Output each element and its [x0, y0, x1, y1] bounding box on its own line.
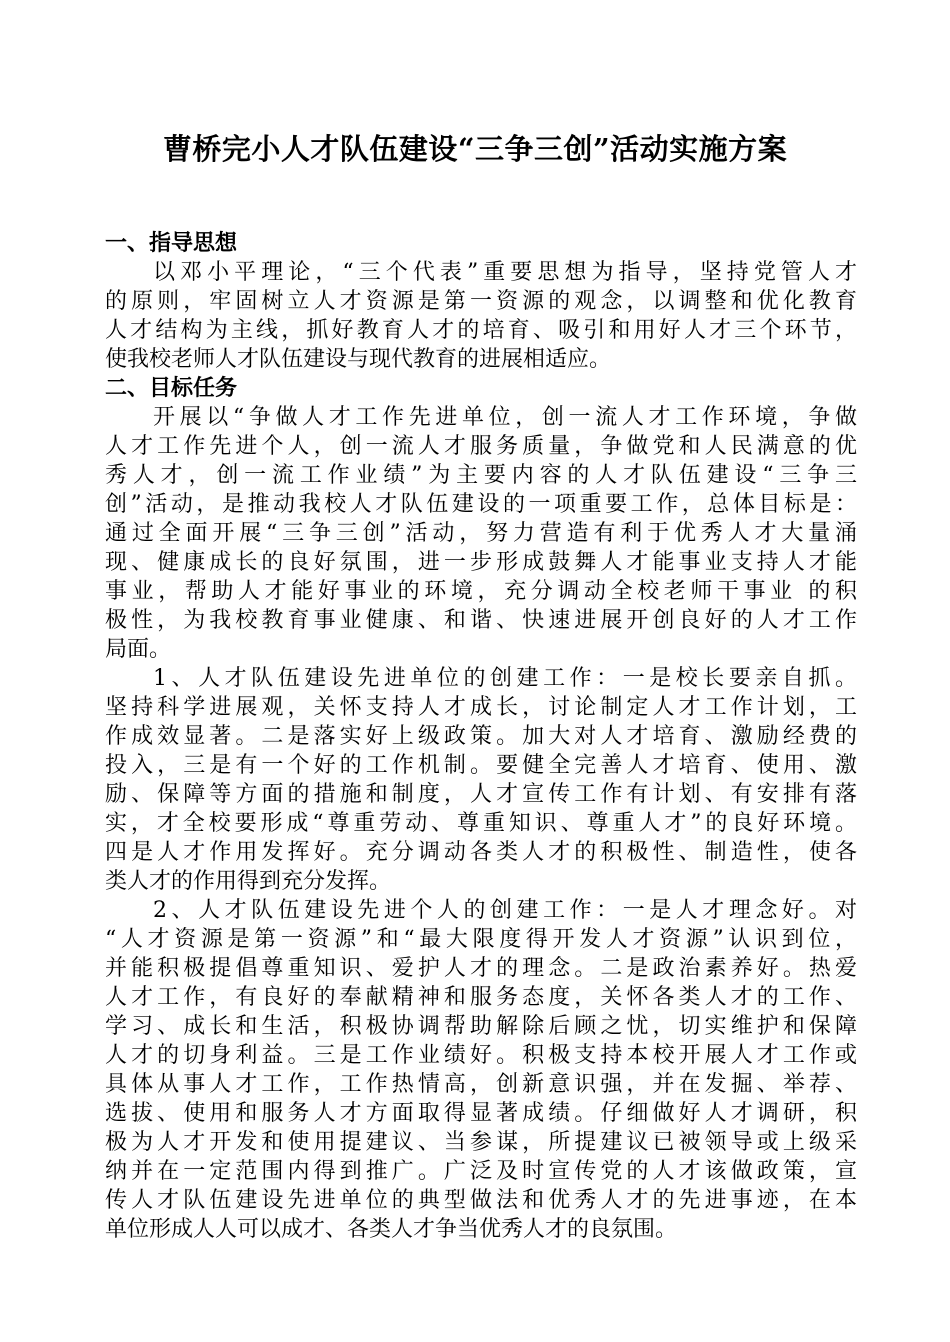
text-line: 的原则，牢固树立人才资源是第一资源的观念，以调整和优化教育 — [105, 289, 857, 314]
text-line: 实，才全校要形成“尊重劳动、尊重知识、尊重人才”的良好环境。 — [105, 811, 857, 836]
text-line: 传人才队伍建设先进单位的典型做法和优秀人才的先进事迹，在本 — [105, 1188, 857, 1213]
text-line: 开展以“争做人才工作先进单位，创一流人才工作环境，争做 — [153, 405, 857, 430]
text-line: 人才工作先进个人，创一流人才服务质量，争做党和人民满意的优 — [105, 434, 857, 459]
text-line: 并能积极提倡尊重知识、爱护人才的理念。二是政治素养好。热爱 — [105, 956, 857, 981]
text-line: 类人才的作用得到充分发挥。 — [105, 869, 392, 894]
text-line: 现、健康成长的良好氛围，进一步形成鼓舞人才能事业支持人才能 — [105, 550, 857, 575]
text-line: 极性，为我校教育事业健康、和谐、快速进展开创良好的人才工作 — [105, 608, 857, 633]
paragraph-goals-overview — [105, 403, 857, 664]
paragraph-advanced-individual — [105, 896, 857, 1244]
text-line: 局面。 — [105, 637, 172, 662]
text-line: 四是人才作用发挥好。充分调动各类人才的积极性、制造性，使各 — [105, 840, 857, 865]
text-line: 通过全面开展“三争三创”活动，努力营造有利于优秀人才大量涌 — [105, 521, 857, 546]
document-title: 曹桥完小人才队伍建设“三争三创”活动实施方案 — [162, 132, 788, 166]
text-line: 事业，帮助人才能好事业的环境，充分调动全校老师干事业 的积 — [105, 579, 857, 604]
text-line: 坚持科学进展观，关怀支持人才成长，讨论制定人才工作计划，工 — [105, 695, 857, 720]
text-line: 使我校老师人才队伍建设与现代教育的进展相适应。 — [105, 347, 612, 372]
text-line: 极为人才开发和使用提建议、当参谋，所提建议已被领导或上级采 — [105, 1130, 857, 1155]
text-line: 选拔、使用和服务人才方面取得显著成绩。仔细做好人才调研，积 — [105, 1101, 857, 1126]
section-heading-guiding-ideology: 一、指导思想 — [105, 230, 238, 256]
text-line: “人才资源是第一资源”和“最大限度得开发人才资源”认识到位， — [105, 927, 857, 952]
text-line: 人才工作，有良好的奉献精神和服务态度，关怀各类人才的工作、 — [105, 985, 857, 1010]
text-line: 单位形成人人可以成才、各类人才争当优秀人才的良氛围。 — [105, 1217, 678, 1242]
text-line: 励、保障等方面的措施和制度，人才宣传工作有计划、有安排有落 — [105, 782, 857, 807]
text-line: 秀人才，创一流工作业绩”为主要内容的人才队伍建设“三争三 — [105, 463, 857, 488]
text-line: 以邓小平理论，“三个代表”重要思想为指导，坚持党管人才 — [153, 260, 857, 285]
text-line: 人才的切身利益。三是工作业绩好。积极支持本校开展人才工作或 — [105, 1043, 857, 1068]
paragraph-guiding-ideology — [105, 258, 857, 374]
text-line: 作成效显著。二是落实好上级政策。加大对人才培育、激励经费的 — [105, 724, 857, 749]
document-body — [105, 229, 857, 1244]
text-line: 2、人才队伍建设先进个人的创建工作：一是人才理念好。对 — [153, 898, 857, 923]
paragraph-advanced-unit — [105, 664, 857, 896]
section-heading-goals-tasks: 二、目标任务 — [105, 375, 238, 401]
text-line: 1、人才队伍建设先进单位的创建工作：一是校长要亲自抓。 — [153, 666, 857, 691]
text-line: 学习、成长和生活，积极协调帮助解除后顾之忧，切实维护和保障 — [105, 1014, 857, 1039]
text-line: 投入，三是有一个好的工作机制。要健全完善人才培育、使用、激 — [105, 753, 857, 778]
text-line: 人才结构为主线，抓好教育人才的培育、吸引和用好人才三个环节， — [105, 318, 857, 343]
text-line: 具体从事人才工作，工作热情高，创新意识强，并在发掘、举荐、 — [105, 1072, 857, 1097]
text-line: 创”活动，是推动我校人才队伍建设的一项重要工作，总体目标是： — [105, 492, 857, 517]
text-line: 纳并在一定范围内得到推广。广泛及时宣传党的人才该做政策，宣 — [105, 1159, 857, 1184]
